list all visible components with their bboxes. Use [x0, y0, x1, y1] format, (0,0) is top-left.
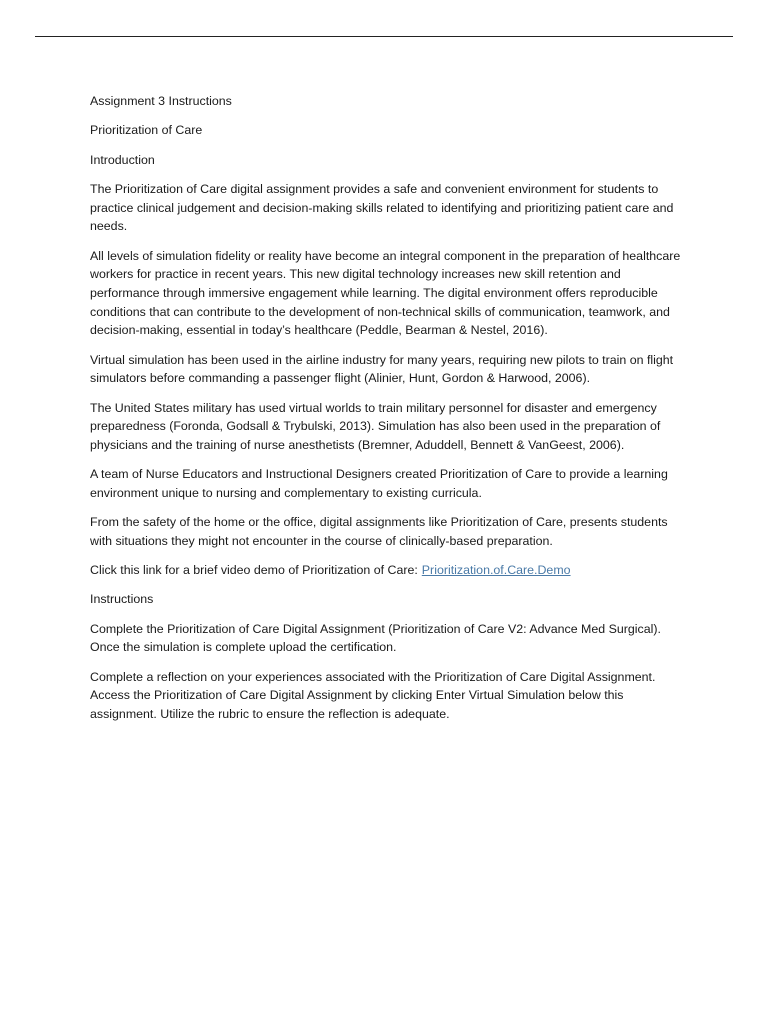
document-title: Assignment 3 Instructions: [90, 94, 232, 108]
instruction-complete-assignment: Complete the Prioritization of Care Digital Assignment (Prioritization of Care V2: Advance Med Surgical). Once the simulation is complete upload the certification.: [90, 621, 661, 655]
paragraph-airline-industry: Virtual simulation has been used in the airline industry for many years, requiring new pilots to train on flight simulators before commanding a passenger flight (Alinier, Hunt, Gordon & Harwood, 2006).: [90, 352, 674, 386]
introduction-heading: Introduction: [90, 152, 155, 167]
paragraph-overview: The Prioritization of Care digital assignment provides a safe and convenient environment for students to practice clinical judgement and decision-making skills related to identifying and prioritizing patient care and needs.: [90, 182, 674, 234]
paragraph-nurse-educators: A team of Nurse Educators and Instructional Designers created Prioritization of Care to provide a learning environment unique to nursing and complementary to existing curricula.: [90, 467, 668, 500]
paragraph-home-office: From the safety of the home or the office, digital assignments like Prioritization of Care, presents students with situations they might not encounter in the course of clinically-based preparation.: [90, 515, 668, 548]
demo-video-link[interactable]: Prioritization.of.Care.Demo: [421, 563, 571, 578]
demo-link-prompt: Click this link for a brief video demo of Prioritization of Care:: [90, 563, 418, 578]
document-body: [90, 92, 686, 734]
demo-link-line: [90, 561, 686, 580]
paragraph-simulation-fidelity: All levels of simulation fidelity or reality have become an integral component in the preparation of healthcare workers for practice in recent years. This new digital technology increases new skill retention and performance through immersive engagement while learning. The digital environment offers reproducible conditions that can contribute to the development of non-technical skills of communication, teamwork, and decision-making, essential in today’s healthcare (Peddle, Bearman & Nestel, 2016).: [90, 248, 681, 338]
instructions-heading: Instructions: [90, 592, 154, 607]
paragraph-military: The United States military has used virtual worlds to train military personnel for disaster and emergency preparedness (Foronda, Godsall & Trybulski, 2013). Simulation has also been used in the preparation of physicians and the training of nurse anesthetists (Bremner, Aduddell, Bennett & VanGeest, 2006).: [90, 400, 661, 452]
document-subtitle: Prioritization of Care: [90, 123, 203, 138]
header-divider: [35, 36, 733, 37]
instruction-reflection: Complete a reflection on your experiences associated with the Prioritization of Care Digital Assignment. Access the Prioritization of Care Digital Assignment by clicking Enter Virtual Simulation below this assignment. Utilize the rubric to ensure the reflection is adequate.: [90, 669, 656, 721]
